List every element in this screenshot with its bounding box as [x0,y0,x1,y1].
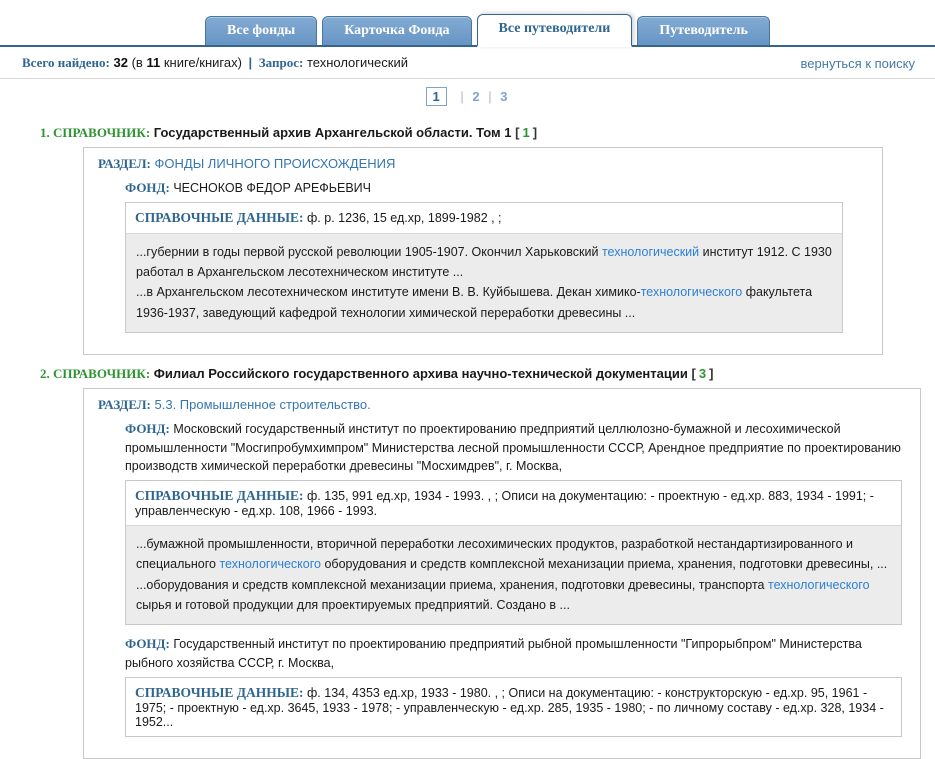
reference-data-box [125,202,843,333]
highlighted-term: технологического [219,557,321,572]
back-to-search-link[interactable]: вернуться к поиску [800,55,915,71]
result-match-count[interactable]: 1 [522,125,530,140]
result-detail-box [83,147,883,355]
count-bracket-open: [ [691,365,696,381]
reference-data-label: СПРАВОЧНЫЕ ДАННЫЕ: [135,684,304,700]
fond-label: ФОНД: [125,636,170,651]
result-item-2 [40,366,935,759]
fond-name: Государственный институт по проектированию предприятий рыбной промышленности "Гипрорыбпром" Министерства рыбного хозяйства СССР, г. Москва, [125,637,862,670]
reference-data-value: ф. р. 1236, 15 ед.хр, 1899-1982 , ; [307,210,502,225]
snippet-line: ...оборудования и средств комплексной механизации приема, хранения, подготовки древесины, транспорта технологического сырья и готовой продукции для проектируемых предприятий. Создано в ... [136,577,870,612]
result-heading [40,125,935,141]
query-label: Запрос: [258,55,304,70]
fond-label: ФОНД: [125,420,170,436]
reference-data-label: СПРАВОЧНЫЕ ДАННЫЕ: [135,209,304,225]
result-heading [40,366,935,382]
reference-data-box [125,677,902,737]
tab-all-guides[interactable]: Все путеводители [477,14,633,47]
highlighted-term: технологического [767,577,870,592]
found-label: Всего найдено: [22,55,110,70]
highlighted-term: технологического [640,285,743,300]
fond-line [125,419,904,476]
tab-fond-card[interactable]: Карточка Фонда [322,16,471,45]
reference-data-line [126,678,901,736]
summary-separator: | [248,55,253,70]
reference-data-box [125,480,902,625]
found-count: 32 [113,55,128,70]
fond-name: Московский государственный институт по проектированию предприятий целлюлозно-бумажной и лесохимической промышленности "Мосгипробумхимпром" Министерства лесной промышленности СССР, Арендное предприятие по проектированию производств химической переработки древесины "Мосхимдрев", г. Москва, [125,421,901,474]
count-bracket-open: [ [515,125,520,140]
snippet-line: ...в Архангельском лесотехническом институте имени В. В. Куйбышева. Декан химико-технологического факультета 1936-1937, заведующий кафедрой технологии химической переработки древесины ... [136,285,813,320]
fond-label: ФОНД: [125,180,170,195]
page-link-3[interactable]: 3 [500,89,508,104]
reference-data-line [126,481,901,525]
snippet-line: ...губернии в годы первой русской революции 1905-1907. Окончил Харьковский технологический институт 1912. С 1930 работал в Архангельском лесотехническом институте ... [136,244,832,279]
search-snippet [126,525,901,624]
pagination [0,79,935,112]
result-detail-box [83,388,921,759]
result-match-count[interactable]: 3 [698,365,707,381]
page-separator: | [460,89,464,104]
result-number-type: 1. СПРАВОЧНИК: [40,125,151,140]
reference-data-value: ф. 135, 991 ед.хр, 1934 - 1993. , ; Описи на документацию: - проектную - ед.хр. 883, 1934 - 1991; - управленческую - ед.хр. 108, 1966 - 1993. [135,489,874,518]
page-link-2[interactable]: 2 [472,89,480,104]
section-link[interactable]: ФОНДЫ ЛИЧНОГО ПРОИСХОЖДЕНИЯ [154,156,396,171]
count-bracket-close: ] [709,365,714,381]
result-title: Государственный архив Архангельской области. Том 1 [153,125,512,140]
tab-all-fonds[interactable]: Все фонды [205,16,317,45]
section-line [98,153,882,175]
books-count: 11 [146,55,161,70]
highlighted-term: технологический [601,244,700,259]
section-label: РАЗДЕЛ: [98,156,151,171]
tab-guide[interactable]: Путеводитель [637,16,770,45]
tab-bar [0,0,935,47]
fond-name: ЧЕСНОКОВ ФЕДОР АРЕФЬЕВИЧ [173,181,371,195]
search-snippet [126,233,842,332]
in-books-open: (в [131,55,143,70]
page-current: 1 [426,87,447,106]
books-label: книге/книгах) [163,55,242,70]
query-value: технологический [306,55,408,70]
result-item-1 [40,125,935,355]
count-bracket-close: ] [532,125,538,140]
section-line [98,394,920,416]
result-title: Филиал Российского государственного архива научно-технической документации [153,365,688,381]
reference-data-label: СПРАВОЧНЫЕ ДАННЫЕ: [135,488,304,503]
fond-line [125,634,904,673]
section-link[interactable]: 5.3. Промышленное строительство. [154,396,371,412]
fond-line [125,178,866,198]
results-summary-text [22,55,408,71]
reference-data-value: ф. 134, 4353 ед.хр, 1933 - 1980. , ; Описи на документацию: - конструкторскую - ед.хр. 95, 1961 - 1975; - проектную - ед.хр. 3645, 1933 - 1978; - управленческую - ед.хр. 285, 1935 - 1980; - по личному составу - ед.хр. 328, 1934 - 1952... [135,685,884,729]
results-list [0,112,935,759]
reference-data-line [126,203,842,233]
results-summary-bar [0,47,935,79]
page-separator: | [488,89,492,104]
result-number-type: 2. СПРАВОЧНИК: [40,365,151,381]
section-label: РАЗДЕЛ: [98,396,151,412]
snippet-line: ...бумажной промышленности, вторичной переработки лесохимических продуктов, разработкой нестандартизированного и специального технологического оборудования и средств комплексной механизации приема, хранения, подготовки древесины, ... [136,537,888,572]
